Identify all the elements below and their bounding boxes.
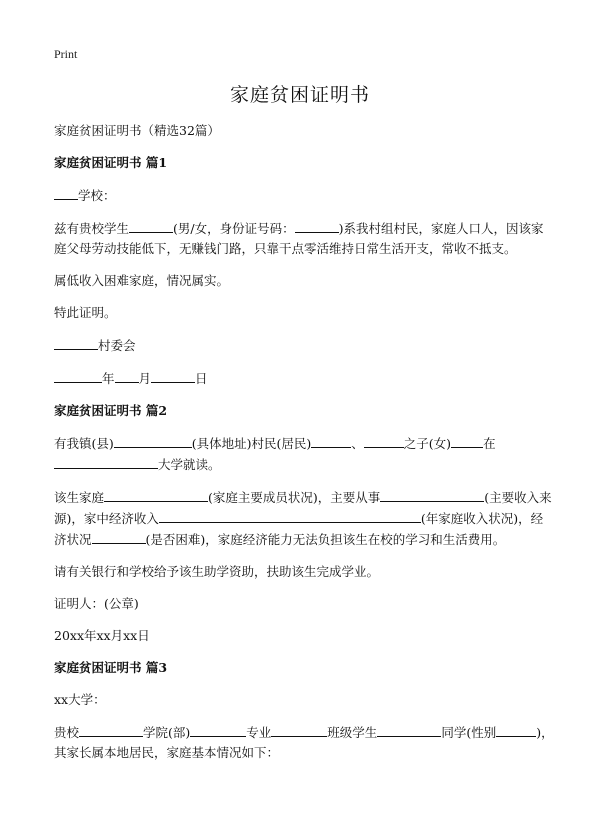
blank-field bbox=[451, 433, 483, 448]
blank-field bbox=[159, 508, 421, 523]
text-fragment: 在 bbox=[483, 436, 496, 451]
blank-field bbox=[271, 722, 327, 737]
section-2-paragraph-5: 20xx年xx月xx日 bbox=[54, 628, 150, 643]
section-2-paragraph-3: 请有关银行和学校给予该生助学资助，扶助该生完成学业。 bbox=[54, 564, 380, 579]
blank-field bbox=[377, 722, 441, 737]
blank-field bbox=[364, 433, 404, 448]
section-2-paragraph-2 bbox=[54, 487, 554, 550]
text-fragment: )，其家长属本地居民，家庭基本情况如下： bbox=[54, 725, 554, 760]
section-2-heading: 家庭贫困证明书 篇2 bbox=[54, 403, 168, 418]
text-fragment: 之子(女) bbox=[403, 436, 452, 451]
document-title: 家庭贫困证明书 bbox=[229, 84, 370, 106]
text-fragment: 有我镇(县) bbox=[54, 436, 114, 451]
section-3-salutation: xx大学： bbox=[54, 692, 106, 707]
section-3-heading: 家庭贫困证明书 篇3 bbox=[54, 660, 168, 675]
text-fragment: (是否困难)，家庭经济能力无法负担该生在校的学习和生活费用。 bbox=[145, 532, 506, 547]
section-1-date bbox=[54, 368, 554, 389]
section-3-paragraph-1 bbox=[54, 722, 554, 763]
blank-field bbox=[311, 433, 351, 448]
text-fragment: 贵校 bbox=[54, 725, 80, 740]
text-fragment: 班级学生 bbox=[327, 725, 378, 740]
blank-field bbox=[54, 185, 78, 200]
blank-field bbox=[129, 218, 173, 233]
text-fragment: )系我村组村民，家庭人口人，因该家庭父母劳动技能低下，无赚钱门路，只靠干点零活维持日常生活开支，常收不抵支。 bbox=[54, 221, 544, 256]
blank-field bbox=[92, 529, 146, 544]
text-fragment: 专业 bbox=[246, 725, 272, 740]
text-fragment: 该生家庭 bbox=[54, 490, 105, 505]
text-fragment: 大学就读。 bbox=[158, 457, 221, 472]
section-1-salutation bbox=[54, 185, 554, 206]
text-fragment: (家庭主要成员状况)，主要从事 bbox=[208, 490, 381, 505]
blank-field bbox=[114, 433, 192, 448]
text-fragment: (男/女，身份证号码： bbox=[173, 221, 295, 236]
print-label: Print bbox=[54, 47, 78, 61]
blank-field bbox=[54, 454, 158, 469]
section-1-paragraph-3: 特此证明。 bbox=[54, 305, 117, 320]
section-1-paragraph-1 bbox=[54, 218, 554, 259]
blank-field bbox=[54, 368, 102, 383]
section-2-paragraph-4: 证明人：(公章) bbox=[54, 596, 139, 611]
section-1-paragraph-2: 属低收入困难家庭，情况属实。 bbox=[54, 273, 230, 288]
text-fragment: (年家庭收入状况)，经济状况 bbox=[54, 511, 544, 547]
blank-field bbox=[190, 722, 246, 737]
text-fragment: 、 bbox=[351, 436, 364, 451]
blank-field bbox=[380, 487, 484, 502]
section-1-heading: 家庭贫困证明书 篇1 bbox=[54, 155, 168, 170]
blank-field bbox=[295, 218, 339, 233]
text-fragment: 村委会 bbox=[98, 338, 136, 353]
text-fragment: 学院(部) bbox=[143, 725, 191, 740]
text-fragment: (主要收入来源)，家中经济收入 bbox=[54, 490, 552, 526]
blank-field bbox=[151, 368, 195, 383]
blank-field bbox=[79, 722, 143, 737]
blank-field bbox=[104, 487, 208, 502]
document-body bbox=[54, 121, 554, 775]
text-fragment: 日 bbox=[195, 371, 208, 386]
text-fragment: 年 bbox=[102, 371, 115, 386]
text-fragment: 学校： bbox=[78, 188, 116, 203]
text-fragment: (具体地址)村民(居民) bbox=[191, 436, 312, 451]
text-fragment: 同学(性别 bbox=[441, 725, 497, 740]
blank-field bbox=[54, 335, 98, 350]
blank-field bbox=[496, 722, 536, 737]
blank-field bbox=[115, 368, 139, 383]
text-fragment: 兹有贵校学生 bbox=[54, 221, 130, 236]
text-fragment: 月 bbox=[138, 371, 152, 386]
section-2-paragraph-1 bbox=[54, 433, 554, 475]
document-subtitle: 家庭贫困证明书（精选32篇） bbox=[54, 123, 220, 138]
section-1-signature bbox=[54, 335, 554, 356]
